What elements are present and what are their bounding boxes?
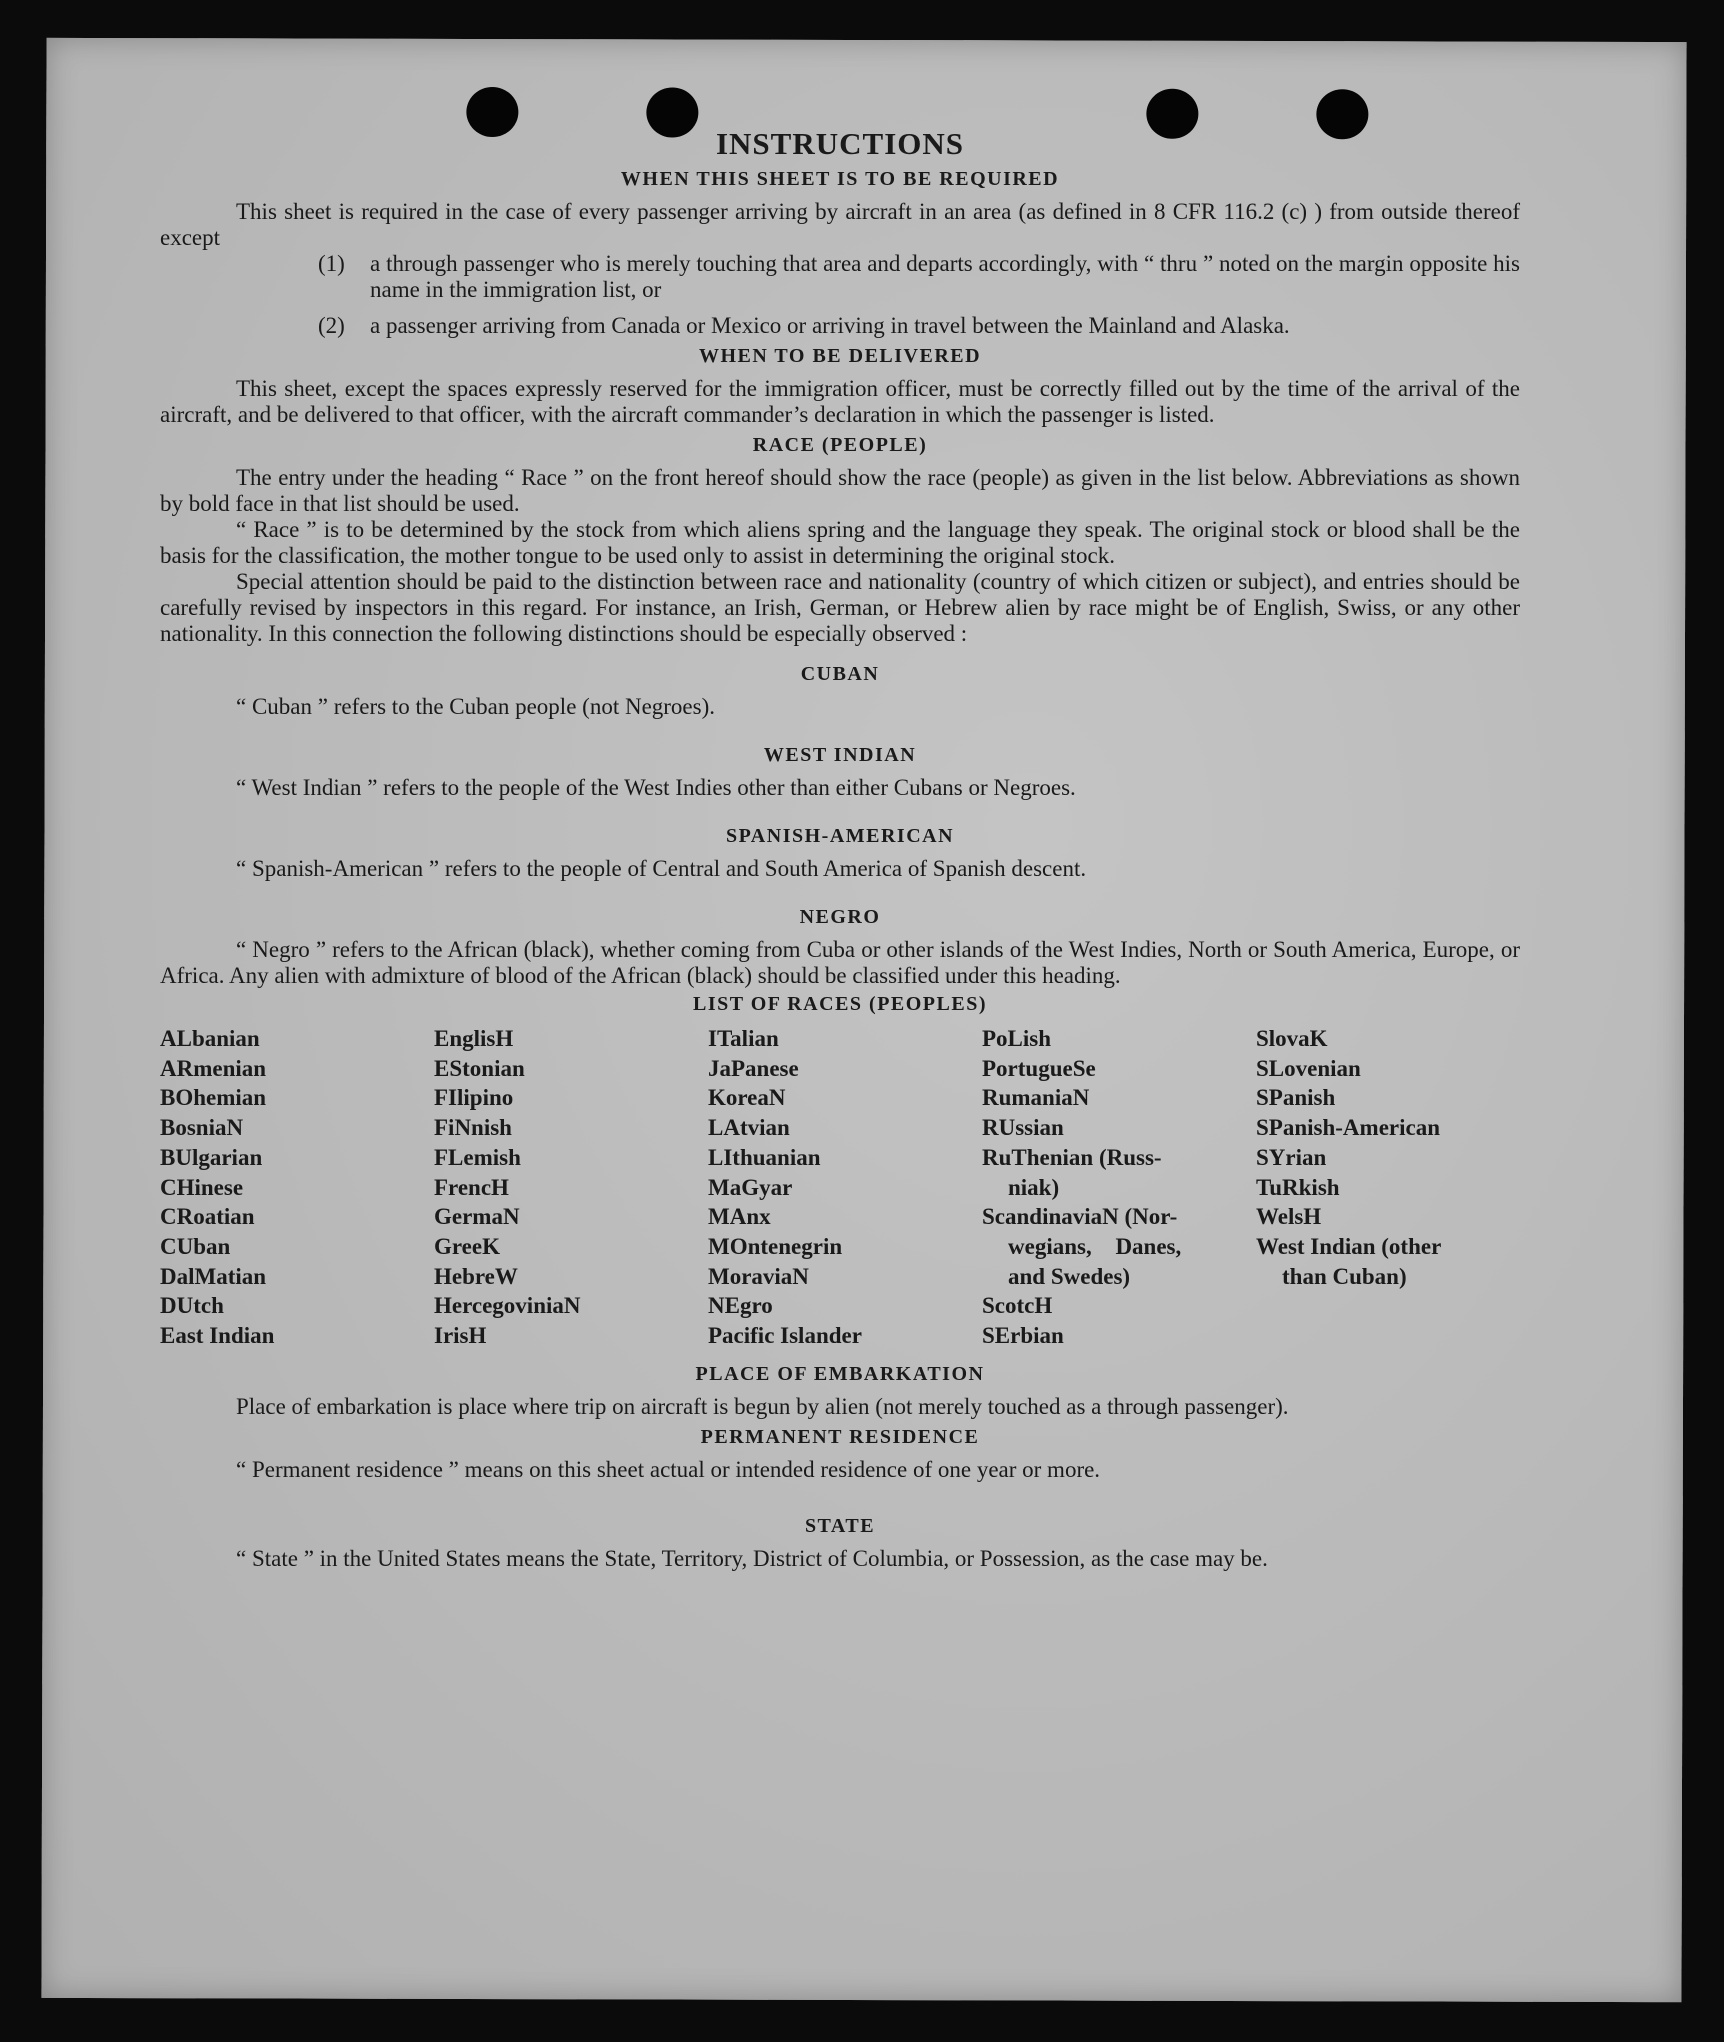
race-entry: BUlgarian <box>160 1144 263 1170</box>
race-entry: East Indian <box>160 1323 275 1349</box>
section-heading-residence: PERMANENT RESIDENCE <box>700 1425 980 1448</box>
negro-text: “ Negro ” refers to the African (black), whether coming from Cuba or other islands of the West Indies, North or South America, Europe, or Africa. Any alien with admixture of blood of the African (black) should be classified under this heading. <box>160 937 1520 988</box>
page-title: INSTRUCTIONS <box>715 126 964 161</box>
race-entry: SlovaK <box>1256 1026 1328 1051</box>
race-entry: EStonian <box>434 1055 525 1081</box>
race-entry: FLemish <box>434 1144 521 1170</box>
race-entry: CRoatian <box>160 1204 255 1230</box>
race-entry: MoraviaN <box>708 1263 809 1289</box>
race-entry: DUtch <box>160 1293 224 1319</box>
race-entry: RumaniaN <box>982 1085 1090 1111</box>
race-entry: SYrian <box>1256 1144 1327 1170</box>
residence-text: “ Permanent residence ” means on this sheet actual or intended residence of one year or more. <box>236 1456 1101 1482</box>
race-entry: Pacific Islander <box>708 1323 862 1349</box>
race-entry: ARmenian <box>160 1055 267 1081</box>
race-entry: FiNnish <box>434 1115 512 1141</box>
race-entry: WelsH <box>1256 1204 1322 1230</box>
race-entry: TuRkish <box>1256 1174 1340 1200</box>
race-entry: West Indian (other <box>1256 1233 1442 1259</box>
race-entry: EnglisH <box>434 1026 514 1051</box>
race-entry: IrisH <box>434 1323 487 1349</box>
race-entry: LIthuanian <box>708 1144 821 1170</box>
section-heading-embarkation: PLACE OF EMBARKATION <box>695 1362 985 1385</box>
section-heading-negro: NEGRO <box>799 906 881 928</box>
section-heading-when-required: WHEN THIS SHEET IS TO BE REQUIRED <box>620 168 1060 190</box>
section-heading-state: STATE <box>804 1514 876 1537</box>
cuban-text: “ Cuban ” refers to the Cuban people (not Negroes). <box>236 694 716 719</box>
exception-item <box>318 251 1520 303</box>
races-column <box>982 1024 1256 1351</box>
embarkation-text: Place of embarkation is place where trip on aircraft is begun by alien (not merely touched as a through passenger). <box>236 1393 1289 1419</box>
races-column <box>160 1024 434 1351</box>
race-paragraph-3: Special attention should be paid to the distinction between race and nationality (country of which citizen or subject), and entries should be carefully revised by inspectors in this regard. For instance, an Irish, German, or Hebrew alien by race might be of English, Swiss, or any other nationality. In this connection the following distinctions should be especially observed : <box>160 569 1520 646</box>
races-column <box>434 1024 708 1351</box>
race-entry: PoLish <box>982 1026 1052 1051</box>
race-entry: ITalian <box>708 1026 779 1051</box>
race-entry: LAtvian <box>708 1115 790 1141</box>
race-entry: BosniaN <box>160 1115 244 1141</box>
race-entry-continuation: and Swedes) <box>1008 1263 1131 1289</box>
race-entry: SLovenian <box>1256 1055 1361 1081</box>
when-delivered-text: This sheet, except the spaces expressly reserved for the immigration officer, must be correctly filled out by the time of the arrival of the aircraft, and be delivered to that officer, with the aircraft commander’s declaration in which the passenger is listed. <box>160 376 1520 427</box>
race-entry-continuation: than Cuban) <box>1282 1263 1407 1289</box>
race-entry: GreeK <box>434 1233 500 1259</box>
race-entry: PortugueSe <box>982 1055 1096 1081</box>
race-entry: CHinese <box>160 1174 244 1200</box>
race-paragraph-2: “ Race ” is to be determined by the stock from which aliens spring and the language they speak. The original stock or blood shall be the basis for the classification, the mother tongue to be used only to assist in determining the original stock. <box>160 517 1520 568</box>
race-entry: FIlipino <box>434 1085 514 1111</box>
race-entry: ScandinaviaN (Nor- <box>982 1204 1178 1230</box>
race-entry: SPanish-American <box>1256 1115 1440 1141</box>
race-entry: RuThenian (Russ- <box>982 1144 1162 1170</box>
race-entry: CUban <box>160 1233 231 1259</box>
race-entry: RUssian <box>982 1115 1064 1141</box>
race-entry: MOntenegrin <box>708 1233 843 1259</box>
exception-number: (2) <box>318 313 345 338</box>
race-paragraph-1: The entry under the heading “ Race ” on the front hereof should show the race (people) as given in the list below. Abbreviations as shown by bold face in that list should be used. <box>160 465 1520 516</box>
race-entry: MaGyar <box>708 1174 793 1200</box>
state-text: “ State ” in the United States means the State, Territory, District of Columbia, or Possession, as the case may be. <box>236 1545 1268 1571</box>
race-entry: ScotcH <box>982 1293 1053 1319</box>
race-entry: NEgro <box>708 1293 773 1319</box>
races-column <box>708 1024 982 1351</box>
exception-item <box>318 313 1520 339</box>
section-heading-west-indian: WEST INDIAN <box>763 744 917 766</box>
race-entry: DalMatian <box>160 1263 267 1289</box>
race-entry: MAnx <box>708 1204 771 1230</box>
race-entry: FrencH <box>434 1174 509 1200</box>
race-entry: JaPanese <box>708 1055 799 1081</box>
exception-text: a passenger arriving from Canada or Mexico or arriving in travel between the Mainland and Alaska. <box>370 313 1290 338</box>
race-entry: SPanish <box>1256 1085 1336 1111</box>
spanish-american-text: “ Spanish-American ” refers to the people of Central and South America of Spanish descent. <box>236 856 1087 881</box>
race-entry: ALbanian <box>160 1026 260 1051</box>
section-heading-list-of-races: LIST OF RACES (PEOPLES) <box>692 993 987 1015</box>
west-indian-text: “ West Indian ” refers to the people of the West Indies other than either Cubans or Negroes. <box>236 775 1076 800</box>
race-entry: HebreW <box>434 1263 518 1289</box>
section-heading-race: RACE (PEOPLE) <box>752 434 928 456</box>
race-entry: KoreaN <box>708 1085 786 1111</box>
race-entry-continuation: niak) <box>1008 1174 1060 1200</box>
instructions-content <box>160 126 1520 1572</box>
exception-text: a through passenger who is merely touching that area and departs accordingly, with “ thru ” noted on the margin opposite his name in the immigration list, or <box>370 251 1520 302</box>
section-heading-cuban: CUBAN <box>800 663 880 685</box>
race-entry: BOhemian <box>160 1085 267 1111</box>
section-heading-when-delivered: WHEN TO BE DELIVERED <box>698 345 982 367</box>
races-list <box>160 1024 1520 1351</box>
race-entry-continuation: wegians, Danes, <box>1008 1233 1182 1259</box>
race-entry: GermaN <box>434 1204 520 1230</box>
race-entry: HercegoviniaN <box>434 1293 581 1319</box>
exception-number: (1) <box>318 251 345 276</box>
when-required-intro: This sheet is required in the case of every passenger arriving by aircraft in an area (as defined in 8 CFR 116.2 (c) ) from outside thereof except <box>160 199 1520 250</box>
races-column <box>1256 1024 1520 1351</box>
section-heading-spanish-american: SPANISH-AMERICAN <box>725 825 955 847</box>
race-entry: SErbian <box>982 1323 1064 1349</box>
